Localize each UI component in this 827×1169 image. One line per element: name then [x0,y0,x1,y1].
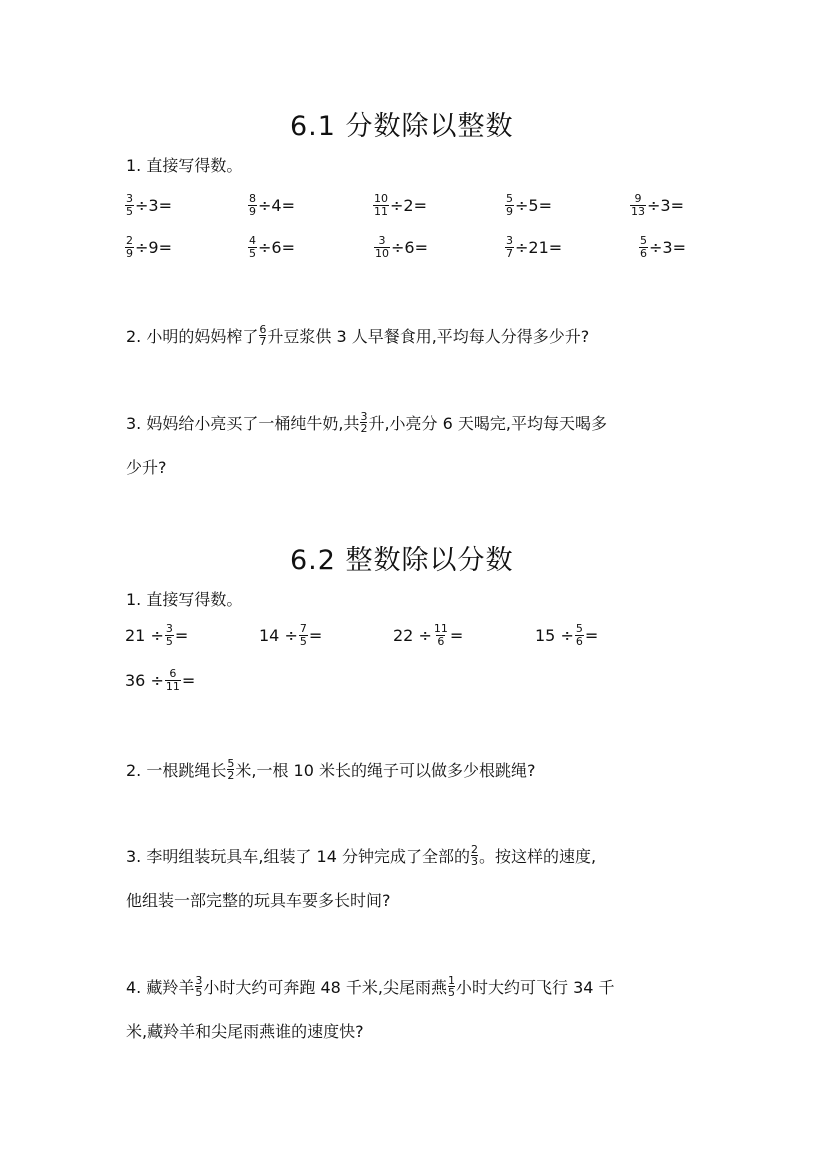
s2-q4: 4. 藏羚羊 $\frac{3}{5}$ 小时大约可奔跑 48 千米,尖尾雨燕 $\frac{1}{5}$ 小时大约可飞行 34 千 [126,974,615,999]
s1-q1-item-5: $\frac{9}{13}$ ÷3= [631,192,684,218]
s2-q1-item-2: 14 ÷ $\frac{7}{5}$ = [259,622,323,648]
s2-q2: 2. 一根跳绳长 $\frac{5}{2}$ 米,一根 10 米长的绳子可以做多少根跳绳? [126,757,536,782]
section1-title: 6.1 分数除以整数 [290,111,514,142]
s2-q1-item-5: 36 ÷ $\frac{6}{11}$ = [125,667,196,693]
s2-q1-item-1: 21 ÷ $\frac{3}{5}$ = [125,622,189,648]
s1-q1-item-10: $\frac{5}{6}$ ÷3= [640,234,686,260]
s1-q2: 2. 小明的妈妈榨了 $\frac{6}{7}$ 升豆浆供 3 人早餐食用,平均每人分得多少升? [126,323,590,348]
s1-q3-line2: 少升? [126,458,167,477]
s1-q1-item-6: $\frac{2}{9}$ ÷9= [126,234,172,260]
s1-q1-item-9: $\frac{3}{7}$ ÷21= [506,234,563,260]
s2-q1-item-4: 15 ÷ $\frac{5}{6}$ = [535,622,599,648]
s2-q3-line2: 他组装一部完整的玩具车要多长时间? [126,891,391,910]
section2-title: 6.2 整数除以分数 [290,545,514,576]
s2-q1-label: 1. 直接写得数。 [126,590,243,609]
s1-q1-item-3: $\frac{10}{11}$ ÷2= [374,192,427,218]
s1-q1-item-8: $\frac{3}{10}$ ÷6= [375,234,428,260]
s1-q1-label: 1. 直接写得数。 [126,156,243,175]
s1-q3: 3. 妈妈给小亮买了一桶纯牛奶,共 $\frac{3}{2}$ 升,小亮分 6 天喝完,平均每天喝多 [126,410,607,435]
s1-q1-item-1: $\frac{3}{5}$ ÷3= [126,192,172,218]
s2-q3: 3. 李明组装玩具车,组装了 14 分钟完成了全部的 $\frac{2}{3}$ 。按这样的速度, [126,843,597,868]
s1-q1-item-2: $\frac{8}{9}$ ÷4= [249,192,295,218]
s1-q1-item-4: $\frac{5}{9}$ ÷5= [506,192,552,218]
s1-q1-item-7: $\frac{4}{5}$ ÷6= [249,234,295,260]
s2-q1-item-3: 22 ÷ $\frac{11}{6}$ = [393,622,464,648]
s2-q4-line2: 米,藏羚羊和尖尾雨燕谁的速度快? [126,1022,364,1041]
